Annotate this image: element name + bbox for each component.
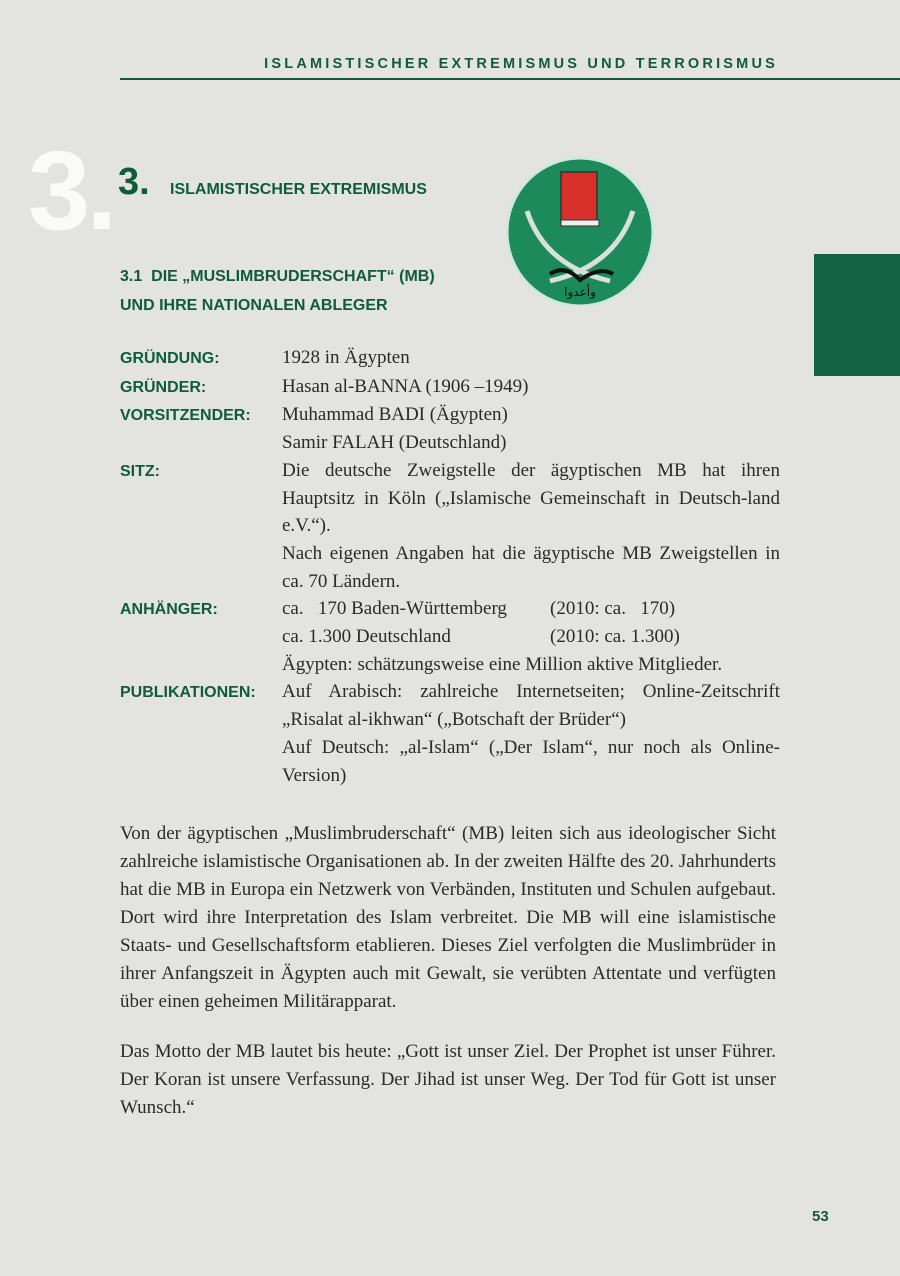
fact-value: Samir FALAH (Deutschland) [282, 432, 507, 454]
chapter-tab-marker [814, 254, 900, 376]
fact-label: VORSITZENDER: [120, 407, 251, 425]
supporters-row [282, 623, 780, 651]
chapter-title: ISLAMISTISCHER EXTREMISMUS [170, 181, 427, 198]
chapter-big-number: 3. [28, 128, 114, 253]
fact-label: GRÜNDER: [120, 378, 207, 396]
paragraph: Von der ägyptischen „Muslimbruderschaft“ (MB) leiten sich aus ideologischer Sicht zahlreiche islamistische Organisationen ab. In der zweiten Hälfte des 20. Jahrhunderts hat die MB in Europa ein Netzwerk von Verbänden, Instituten und Schulen aufgebaut. Dort wird ihre Interpretation des Islam verbreitet. Die MB will eine islamistische Staats- und Gesellschaftsform etablieren. Dieses Ziel verfolgten die Muslimbrüder in ihrer Anfangszeit in Ägypten auch mit Gewalt, sie verübten Attentate und verfügten über einen geheimen Militärapparat. [120, 823, 776, 1012]
fact-label: ANHÄNGER: [120, 601, 218, 619]
fact-row-gruender [120, 373, 780, 402]
paragraph: Das Motto der MB lautet bis heute: „Gott ist unser Ziel. Der Prophet ist unser Führer. Der Koran ist unsere Verfassung. Der Jihad ist unser Weg. Der Tod für Gott ist unser Wunsch.“ [120, 1041, 776, 1118]
section-title-line2: UND IHRE NATIONALEN ABLEGER [120, 297, 388, 314]
chapter-number: 3. [118, 161, 150, 203]
fact-value: Die deutsche Zweigstelle der ägyptischen MB hat ihren Hauptsitz in Köln („Islamische Gemeinschaft in Deutsch-land e.V.“). [282, 459, 780, 537]
fact-label: SITZ: [120, 462, 160, 480]
supporters-region: ca. 1.300 Deutschland [282, 626, 451, 648]
fact-label: PUBLIKATIONEN: [120, 684, 256, 702]
supporters-row [282, 595, 780, 623]
fact-row-vorsitzender [120, 401, 780, 456]
section-title [120, 262, 435, 320]
fact-row-sitz [120, 457, 780, 596]
running-head: ISLAMISTISCHER EXTREMISMUS UND TERRORISMUS [120, 56, 900, 80]
muslim-brotherhood-emblem-icon [505, 156, 655, 306]
emblem-inscription: وأعدوا [564, 285, 596, 299]
page-number: 53 [812, 1208, 829, 1225]
fact-label: GRÜNDUNG: [120, 350, 220, 367]
fact-value: 1928 in Ägypten [282, 347, 410, 368]
body-text [120, 820, 776, 1144]
supporters-previous: (2010: ca. 170) [550, 598, 676, 620]
fact-row-publikationen [120, 678, 780, 789]
fact-row-anhaenger [120, 595, 780, 678]
fact-row-gruendung [120, 344, 780, 373]
fact-value: Muhammad BADI (Ägypten) [282, 404, 508, 426]
fact-value: Auf Arabisch: zahlreiche Internetseiten; Online-Zeitschrift „Risalat al-ikhwan“ („Botschaft der Brüder“) [282, 681, 780, 731]
fact-value: Hasan al-BANNA (1906 –1949) [282, 375, 529, 397]
section-title-line1: 3.1 DIE „MUSLIMBRUDERSCHAFT“ (MB) [120, 268, 435, 285]
fact-value: Auf Deutsch: „al-Islam“ („Der Islam“, nur noch als Online-Version) [282, 736, 780, 786]
fact-value: Ägypten: schätzungsweise eine Million aktive Mitglieder. [282, 653, 723, 675]
supporters-previous: (2010: ca. 1.300) [550, 626, 680, 648]
fact-value: Nach eigenen Angaben hat die ägyptische MB Zweigstellen in ca. 70 Ländern. [282, 542, 780, 592]
fact-sheet [120, 344, 780, 789]
supporters-region: ca. 170 Baden-Württemberg [282, 598, 507, 620]
